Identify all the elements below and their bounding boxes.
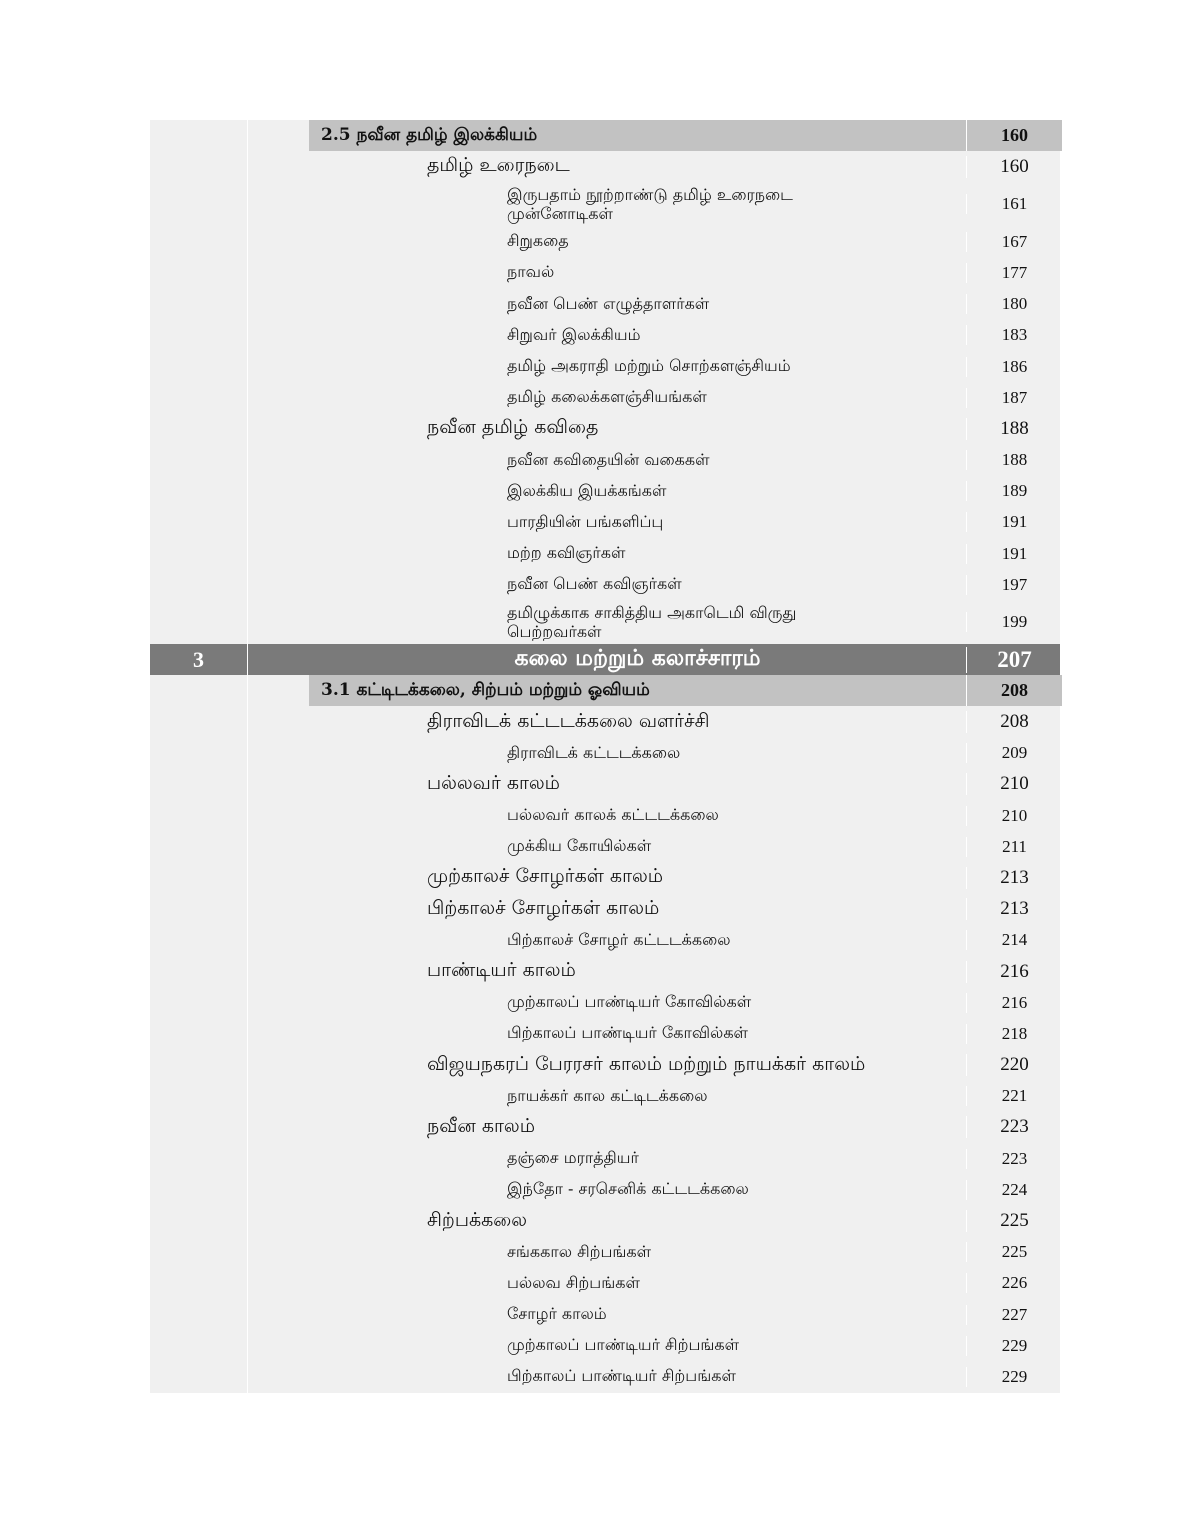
toc-subentry	[150, 445, 1060, 476]
entry-title: திராவிடக் கட்டடக்கலை	[507, 742, 681, 762]
page-number: 161	[966, 194, 1062, 214]
page-number: 214	[966, 930, 1062, 950]
entry-title: பிற்காலச் சோழர் கட்டடக்கலை	[507, 929, 731, 949]
toc-subentry	[150, 1081, 1060, 1112]
page-number: 191	[966, 544, 1062, 564]
page-number: 191	[966, 512, 1062, 532]
entry-title: நவீன காலம்	[427, 1114, 535, 1137]
toc-entry	[150, 956, 1060, 987]
page-number: 199	[966, 612, 1062, 632]
page-number: 210	[966, 806, 1062, 826]
entry-title: முற்காலப் பாண்டியர் கோவில்கள்	[507, 992, 752, 1012]
page-number: 188	[966, 450, 1062, 470]
toc-subentry	[150, 320, 1060, 351]
entry-title: நவீன பெண் எழுத்தாளர்கள்	[507, 293, 710, 313]
page-number: 187	[966, 388, 1062, 408]
toc-subentry	[150, 831, 1060, 862]
entry-title: சிறுவர் இலக்கியம்	[507, 324, 641, 344]
table-of-contents	[150, 120, 1060, 1393]
page-number: 197	[966, 575, 1062, 595]
toc-subentry	[150, 987, 1060, 1018]
entry-title: முற்காலப் பாண்டியர் சிற்பங்கள்	[507, 1335, 740, 1355]
entry-title: பிற்காலப் பாண்டியர் கோவில்கள்	[507, 1023, 748, 1043]
toc-subentry	[150, 351, 1060, 382]
entry-title: பிற்காலச் சோழர்கள் காலம்	[427, 896, 660, 919]
page-number: 223	[966, 1149, 1062, 1169]
page-number: 224	[966, 1180, 1062, 1200]
toc-subentry	[150, 1237, 1060, 1268]
page-number: 208	[966, 711, 1062, 733]
entry-title: நவீன கவிதையின் வகைகள்	[507, 449, 710, 469]
entry-title: இந்தோ - சரசெனிக் கட்டடக்கலை	[507, 1179, 749, 1199]
entry-title: தமிழ் உரைநடை	[427, 154, 570, 177]
toc-entry	[150, 1112, 1060, 1143]
page-number: 207	[966, 647, 1062, 673]
toc-subentry	[150, 1361, 1060, 1392]
toc-subentry	[150, 738, 1060, 769]
page-number: 177	[966, 263, 1062, 283]
entry-title: பல்லவர் காலம்	[427, 771, 560, 794]
entry-title: பிற்காலப் பாண்டியர் சிற்பங்கள்	[507, 1366, 736, 1386]
toc-subentry	[150, 1174, 1060, 1205]
entry-title: சங்ககால சிற்பங்கள்	[507, 1241, 652, 1261]
entry-title: சிற்பக்கலை	[427, 1208, 528, 1231]
page-number: 208	[966, 675, 1062, 706]
entry-title: விஜயநகரப் பேரரசர் காலம் மற்றும் நாயக்கர் காலம்	[427, 1052, 866, 1075]
page-number: 225	[966, 1210, 1062, 1232]
entry-title: திராவிடக் கட்டடக்கலை வளர்ச்சி	[427, 709, 710, 732]
toc-entry	[150, 894, 1060, 925]
toc-subentry	[150, 507, 1060, 538]
entry-title: முற்காலச் சோழர்கள் காலம்	[427, 865, 664, 888]
toc-subentry	[150, 182, 1060, 226]
toc-subentry	[150, 257, 1060, 288]
section-heading-row	[150, 120, 1060, 151]
entry-title: முக்கிய கோயில்கள்	[507, 836, 652, 856]
section-heading-row	[150, 675, 1060, 706]
toc-subentry	[150, 1018, 1060, 1049]
toc-subentry	[150, 289, 1060, 320]
page-number: 180	[966, 294, 1062, 314]
chapter-title: கலை மற்றும் கலாச்சாரம்	[514, 645, 761, 672]
entry-title: தமிழ் அகராதி மற்றும் சொற்களஞ்சியம்	[507, 356, 791, 376]
entry-title: பல்லவ சிற்பங்கள்	[507, 1272, 640, 1292]
page-number: 213	[966, 898, 1062, 920]
page-number: 218	[966, 1024, 1062, 1044]
entry-title: தஞ்சை மராத்தியர்	[507, 1148, 639, 1168]
page-number: 167	[966, 232, 1062, 252]
page-number: 189	[966, 481, 1062, 501]
toc-subentry	[150, 226, 1060, 257]
page-number: 186	[966, 357, 1062, 377]
section-title: 2.5 நவீன தமிழ் இலக்கியம்	[309, 120, 966, 151]
toc-entry	[150, 706, 1060, 737]
entry-title: தமிழ் கலைக்களஞ்சியங்கள்	[507, 387, 707, 407]
page-number: 227	[966, 1305, 1062, 1325]
page-number: 220	[966, 1054, 1062, 1076]
page-number: 188	[966, 418, 1062, 440]
page-number: 160	[966, 120, 1062, 151]
toc-subentry	[150, 800, 1060, 831]
page-number: 225	[966, 1242, 1062, 1262]
entry-title: சோழர் காலம்	[507, 1304, 607, 1324]
page-number: 183	[966, 325, 1062, 345]
page-number: 210	[966, 773, 1062, 795]
toc-entry	[150, 862, 1060, 893]
page-number: 216	[966, 993, 1062, 1013]
page-number: 229	[966, 1336, 1062, 1356]
toc-subentry	[150, 600, 1060, 644]
entry-title: சிறுகதை	[507, 231, 569, 251]
entry-title: நவீன தமிழ் கவிதை	[427, 416, 599, 439]
toc-subentry	[150, 1143, 1060, 1174]
toc-subentry	[150, 925, 1060, 956]
entry-title: பாண்டியர் காலம்	[427, 959, 576, 982]
entry-title: தமிழுக்காக சாகித்திய அகாடெமி விருது பெற்றவர்கள்	[507, 603, 797, 642]
toc-subentry	[150, 538, 1060, 569]
page-number: 160	[966, 156, 1062, 178]
toc-subentry	[150, 476, 1060, 507]
page-number: 213	[966, 867, 1062, 889]
entry-title: பல்லவர் காலக் கட்டடக்கலை	[507, 805, 719, 825]
page-number: 223	[966, 1116, 1062, 1138]
entry-title: இலக்கிய இயக்கங்கள்	[507, 480, 667, 500]
page-number: 226	[966, 1273, 1062, 1293]
toc-entry	[150, 1050, 1060, 1081]
toc-entry	[150, 151, 1060, 182]
section-title: 3.1 கட்டிடக்கலை, சிற்பம் மற்றும் ஓவியம்	[309, 675, 966, 706]
page-number: 216	[966, 961, 1062, 983]
entry-title: இருபதாம் நூற்றாண்டு தமிழ் உரைநடை முன்னோடிகள்	[507, 185, 793, 224]
toc-entry	[150, 1205, 1060, 1236]
toc-entry	[150, 769, 1060, 800]
chapter-number: 3	[193, 646, 204, 672]
entry-title: மற்ற கவிஞர்கள்	[507, 543, 626, 563]
page-number: 229	[966, 1367, 1062, 1387]
page-number: 221	[966, 1086, 1062, 1106]
toc-entry	[150, 413, 1060, 444]
entry-title: நாவல்	[507, 262, 555, 282]
entry-title: நாயக்கர் கால கட்டிடக்கலை	[507, 1085, 708, 1105]
toc-subentry	[150, 1330, 1060, 1361]
page-number: 211	[966, 837, 1062, 857]
toc-subentry	[150, 569, 1060, 600]
toc-subentry	[150, 382, 1060, 413]
entry-title: நவீன பெண் கவிஞர்கள்	[507, 574, 682, 594]
entry-title: பாரதியின் பங்களிப்பு	[507, 511, 664, 531]
page-number: 209	[966, 743, 1062, 763]
toc-subentry	[150, 1299, 1060, 1330]
toc-subentry	[150, 1268, 1060, 1299]
chapter-heading-row	[150, 644, 1060, 675]
